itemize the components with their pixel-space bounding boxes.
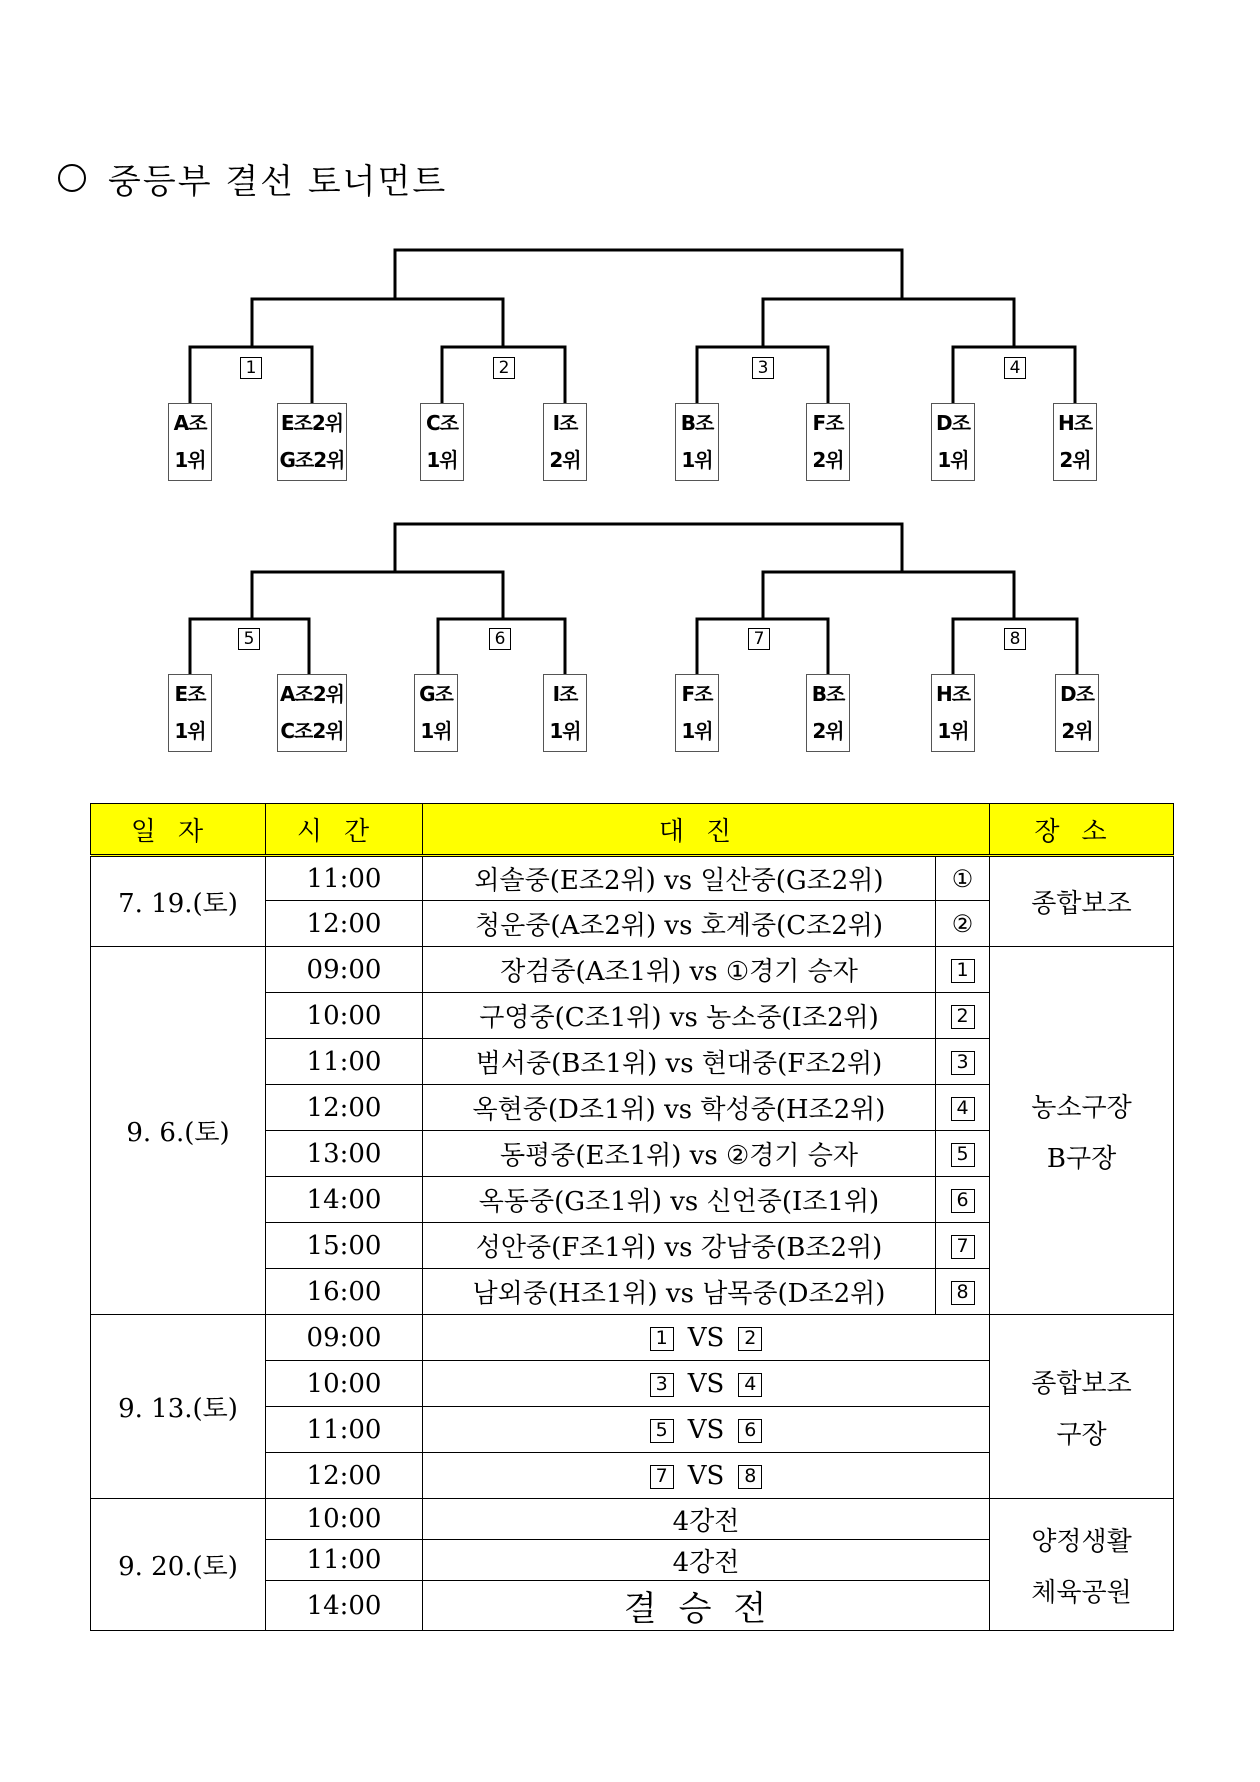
time-cell: 11:00 bbox=[266, 1039, 423, 1085]
match-badge-7: 7 bbox=[748, 628, 770, 650]
time-cell: 11:00 bbox=[266, 1407, 423, 1453]
table-row bbox=[91, 1315, 1174, 1361]
match-cell: 청운중(A조2위) vs 호계중(C조2위) bbox=[423, 901, 936, 947]
match-number-box: 4 bbox=[951, 1097, 975, 1121]
team-slot: G조 1위 bbox=[414, 674, 458, 752]
date-cell: 7. 19.(토) bbox=[91, 856, 266, 947]
match-number bbox=[936, 993, 990, 1039]
header-time: 시간 bbox=[266, 804, 423, 856]
time-cell: 11:00 bbox=[266, 856, 423, 901]
match-number-box: 2 bbox=[951, 1005, 975, 1029]
venue-line: 양정생활 bbox=[1031, 1526, 1132, 1557]
match-number-box: 8 bbox=[951, 1281, 975, 1305]
time-cell: 15:00 bbox=[266, 1223, 423, 1269]
team-slot: A조 1위 bbox=[168, 403, 212, 481]
date-cell: 9. 6.(토) bbox=[91, 947, 266, 1315]
time-cell: 14:00 bbox=[266, 1581, 423, 1631]
team-slot: E조 1위 bbox=[168, 674, 212, 752]
venue-line: 종합보조 bbox=[1031, 1368, 1132, 1399]
header-match: 대진 bbox=[423, 804, 990, 856]
match-cell: 성안중(F조1위) vs 강남중(B조2위) bbox=[423, 1223, 936, 1269]
bracket-top-semi-right bbox=[763, 299, 1014, 347]
match-cell: 4강전 bbox=[423, 1499, 990, 1540]
table-row bbox=[91, 856, 1174, 901]
match-cell: 구영중(C조1위) vs 농소중(I조2위) bbox=[423, 993, 936, 1039]
match-number bbox=[936, 1131, 990, 1177]
match-number-box: 7 bbox=[650, 1465, 674, 1489]
match-badge-1: 1 bbox=[240, 357, 262, 379]
time-cell: 13:00 bbox=[266, 1131, 423, 1177]
match-badge-2: 2 bbox=[493, 357, 515, 379]
time-cell: 12:00 bbox=[266, 901, 423, 947]
venue-cell bbox=[990, 1499, 1174, 1631]
date-cell: 9. 20.(토) bbox=[91, 1499, 266, 1631]
page-title-text: 중등부 결선 토너먼트 bbox=[108, 161, 448, 202]
match-number-box: 7 bbox=[951, 1235, 975, 1259]
team-slot: A조2위 C조2위 bbox=[277, 674, 347, 752]
venue-line: 농소구장 bbox=[1031, 1092, 1132, 1123]
match-badge-4: 4 bbox=[1004, 357, 1026, 379]
team-slot: C조 1위 bbox=[420, 403, 464, 481]
bracket-bottom-semi-left bbox=[252, 572, 503, 619]
header-venue: 장소 bbox=[990, 804, 1174, 856]
team-slot: F조 1위 bbox=[675, 674, 719, 752]
venue-line: B구장 bbox=[1046, 1143, 1117, 1174]
match-cell bbox=[423, 1315, 990, 1361]
vs-label: VS bbox=[687, 1322, 725, 1353]
match-badge-8: 8 bbox=[1004, 628, 1026, 650]
time-cell: 10:00 bbox=[266, 1361, 423, 1407]
header-date: 일자 bbox=[91, 804, 266, 856]
match-cell: 장검중(A조1위) vs ①경기 승자 bbox=[423, 947, 936, 993]
team-slot: F조 2위 bbox=[806, 403, 850, 481]
match-cell: 범서중(B조1위) vs 현대중(F조2위) bbox=[423, 1039, 936, 1085]
team-slot: H조 1위 bbox=[931, 674, 975, 752]
match-cell bbox=[423, 1361, 990, 1407]
match-cell: 남외중(H조1위) vs 남목중(D조2위) bbox=[423, 1269, 936, 1315]
vs-label: VS bbox=[687, 1460, 725, 1491]
time-cell: 11:00 bbox=[266, 1540, 423, 1581]
venue-cell bbox=[990, 947, 1174, 1315]
table-row bbox=[91, 947, 1174, 993]
team-slot: H조 2위 bbox=[1053, 403, 1097, 481]
match-number bbox=[936, 1085, 990, 1131]
match-cell: 외솔중(E조2위) vs 일산중(G조2위) bbox=[423, 856, 936, 901]
match-badge-3: 3 bbox=[752, 357, 774, 379]
bracket-bottom-semi-right bbox=[763, 572, 1014, 619]
match-number bbox=[936, 1269, 990, 1315]
match-number-box: 8 bbox=[738, 1465, 762, 1489]
vs-label: VS bbox=[687, 1368, 725, 1399]
team-slot: D조 2위 bbox=[1055, 674, 1099, 752]
team-slot: B조 1위 bbox=[675, 403, 719, 481]
venue-line: 구장 bbox=[1056, 1419, 1107, 1450]
bracket-lines bbox=[0, 0, 1260, 780]
venue-line: 체육공원 bbox=[1031, 1577, 1132, 1608]
match-number-box: 5 bbox=[650, 1419, 674, 1443]
vs-label: VS bbox=[687, 1414, 725, 1445]
match-cell bbox=[423, 1453, 990, 1499]
match-number-box: 6 bbox=[951, 1189, 975, 1213]
match-number-box: 5 bbox=[951, 1143, 975, 1167]
time-cell: 10:00 bbox=[266, 1499, 423, 1540]
match-number-box: 1 bbox=[650, 1327, 674, 1351]
time-cell: 14:00 bbox=[266, 1177, 423, 1223]
match-number bbox=[936, 947, 990, 993]
team-slot: I조 1위 bbox=[543, 674, 587, 752]
match-cell: 동평중(E조1위) vs ②경기 승자 bbox=[423, 1131, 936, 1177]
match-cell: 옥현중(D조1위) vs 학성중(H조2위) bbox=[423, 1085, 936, 1131]
team-slot: B조 2위 bbox=[806, 674, 850, 752]
venue-cell: 종합보조 bbox=[990, 856, 1174, 947]
date-cell: 9. 13.(토) bbox=[91, 1315, 266, 1499]
match-badge-5: 5 bbox=[238, 628, 260, 650]
match-number bbox=[936, 1177, 990, 1223]
time-cell: 16:00 bbox=[266, 1269, 423, 1315]
match-number-box: 6 bbox=[738, 1419, 762, 1443]
match-number-box: 4 bbox=[738, 1373, 762, 1397]
team-slot: I조 2위 bbox=[543, 403, 587, 481]
schedule-header-row bbox=[91, 804, 1174, 856]
bracket-bottom-final bbox=[395, 524, 902, 572]
match-number: ② bbox=[936, 901, 990, 947]
match-cell: 옥동중(G조1위) vs 신언중(I조1위) bbox=[423, 1177, 936, 1223]
match-badge-6: 6 bbox=[489, 628, 511, 650]
team-slot: D조 1위 bbox=[931, 403, 975, 481]
time-cell: 09:00 bbox=[266, 947, 423, 993]
match-cell-final: 결승전 bbox=[423, 1581, 990, 1631]
match-number: ① bbox=[936, 856, 990, 901]
time-cell: 10:00 bbox=[266, 993, 423, 1039]
time-cell: 09:00 bbox=[266, 1315, 423, 1361]
match-number-box: 2 bbox=[738, 1327, 762, 1351]
venue-cell bbox=[990, 1315, 1174, 1499]
match-number bbox=[936, 1039, 990, 1085]
bracket-top-semi-left bbox=[252, 299, 503, 347]
time-cell: 12:00 bbox=[266, 1453, 423, 1499]
match-cell: 4강전 bbox=[423, 1540, 990, 1581]
match-number-box: 3 bbox=[951, 1051, 975, 1075]
bracket-top-final bbox=[395, 250, 902, 299]
table-row bbox=[91, 1499, 1174, 1540]
team-slot: E조2위 G조2위 bbox=[277, 403, 347, 481]
match-number-box: 3 bbox=[650, 1373, 674, 1397]
time-cell: 12:00 bbox=[266, 1085, 423, 1131]
schedule-table bbox=[90, 803, 1174, 1631]
match-cell bbox=[423, 1407, 990, 1453]
match-number-box: 1 bbox=[951, 959, 975, 983]
match-number bbox=[936, 1223, 990, 1269]
